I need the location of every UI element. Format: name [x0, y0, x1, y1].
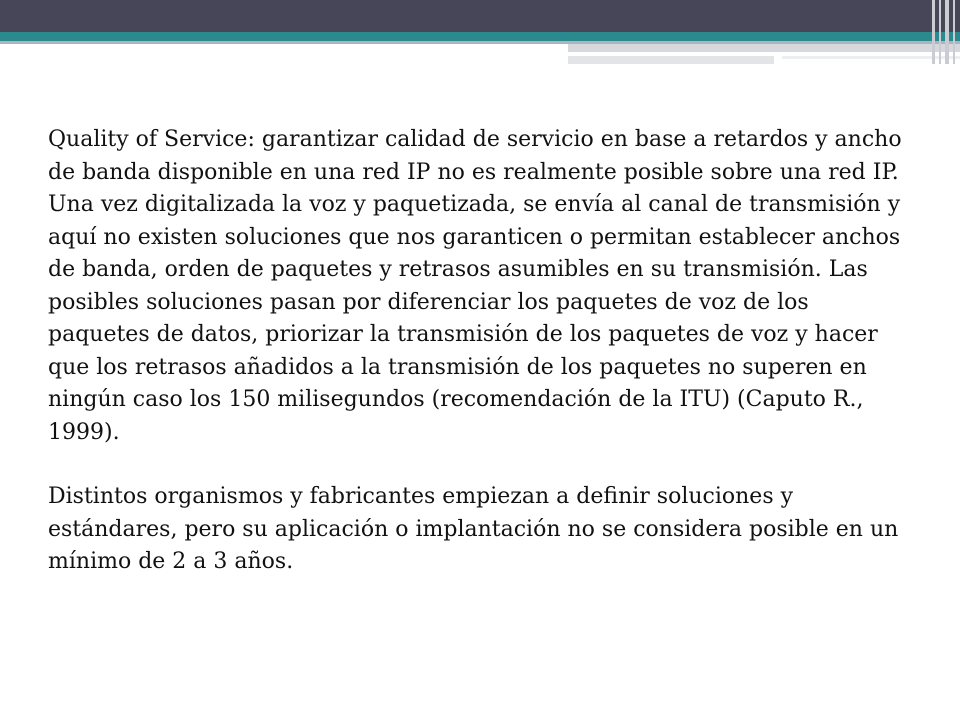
- decorative-vertical-stripes: [930, 0, 960, 64]
- slide-body: [48, 124, 914, 579]
- header-band: [0, 0, 960, 32]
- header-accent-band: [0, 32, 960, 41]
- decorative-bar: [568, 56, 774, 64]
- body-paragraph-standards: Distintos organismos y fabricantes empiezan a definir soluciones y estándares, pero su aplicación o implantación no se considera posible en un mínimo de 2 a 3 años.: [48, 484, 899, 574]
- body-paragraph-qos: Quality of Service: garantizar calidad de servicio en base a retardos y ancho de banda disponible en una red IP no es realmente posible sobre una red IP. Una vez digitalizada la voz y paquetizada, se envía al canal de transmisión y aquí no existen soluciones que nos garanticen o permitan establecer anchos de banda, orden de paquetes y retrasos asumibles en su transmisión. Las posibles soluciones pasan por diferenciar los paquetes de voz de los paquetes de datos, priorizar la transmisión de los paquetes de voz y hacer que los retrasos añadidos a la transmisión de los paquetes no superen en ningún caso los 150 milisegundos (recomendación de la ITU) (Caputo R., 1999).: [48, 127, 902, 445]
- decorative-bar: [568, 44, 960, 52]
